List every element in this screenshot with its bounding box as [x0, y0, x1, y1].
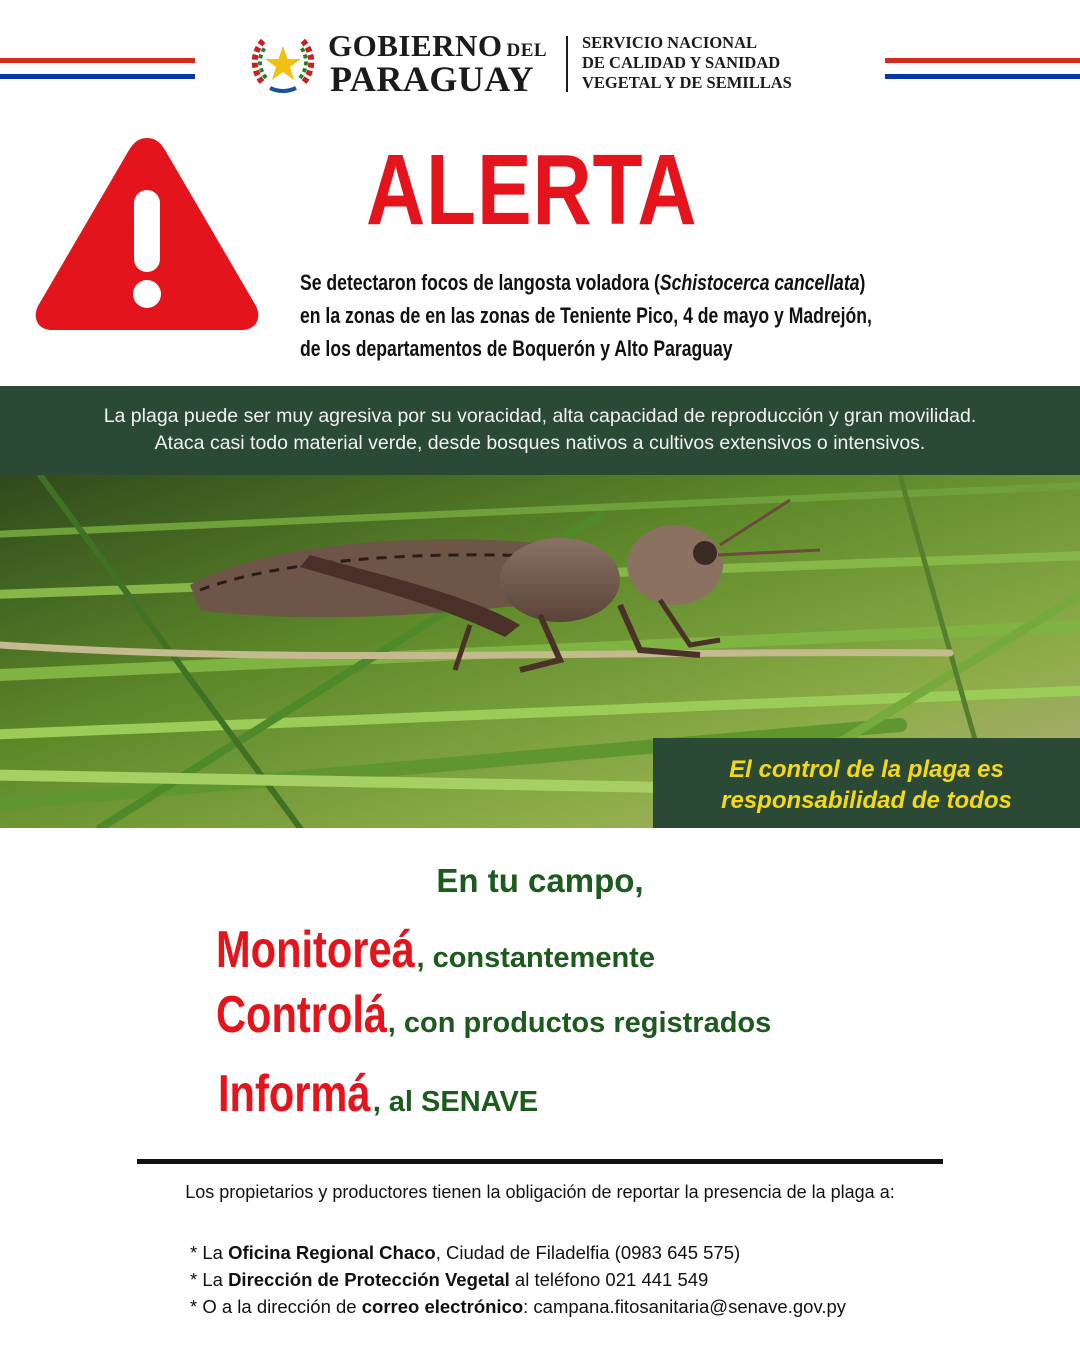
action-verb: Informá: [218, 1065, 371, 1123]
actions-intro: En tu campo,: [436, 862, 644, 899]
gobierno-title-line1: GOBIERNO DEL: [328, 28, 548, 63]
warning-triangle-icon: [32, 132, 262, 332]
action-rest: , al SENAVE: [372, 1086, 539, 1118]
flag-stripes-left: [0, 58, 195, 84]
alert-line-2: en la zonas de en las zonas de Teniente Pico, 4 de mayo y Madrejón,: [300, 303, 872, 328]
contact-item: * O a la dirección de correo electrónico: campana.fitosanitaria@senave.gov.py: [190, 1296, 846, 1317]
obligation-text: Los propietarios y productores tienen la obligación de reportar la presencia de la plaga a:: [185, 1182, 895, 1202]
info-band-line-2: Ataca casi todo material verde, desde bosques nativos a cultivos extensivos o intensivos.: [154, 432, 926, 454]
species-name: Schistocerca cancellata: [659, 270, 860, 295]
action-verb: Controlá: [216, 986, 388, 1044]
senave-line: VEGETAL Y DE SEMILLAS: [582, 73, 792, 92]
alert-line-1: Se detectaron focos de langosta voladora (Schistocerca cancellata): [300, 270, 866, 295]
gobierno-del: DEL: [506, 40, 548, 61]
action-inform: [218, 1064, 538, 1124]
header-divider: [566, 36, 568, 92]
flag-stripes-right: [885, 58, 1080, 84]
alert-title: ALERTA: [366, 134, 698, 246]
alert-description: [300, 266, 1036, 365]
contact-item: * La Dirección de Protección Vegetal al teléfono 021 441 549: [190, 1269, 709, 1290]
callout-line-2: responsabilidad de todos: [721, 787, 1012, 814]
footer-divider: [137, 1159, 943, 1164]
action-rest: , constantemente: [416, 942, 655, 974]
action-rest: , con productos registrados: [387, 1007, 772, 1039]
info-band-text: [0, 403, 1080, 457]
senave-name: [582, 33, 792, 93]
gobierno-title-line2: PARAGUAY: [330, 59, 535, 99]
callout-line-1: El control de la plaga es: [729, 756, 1004, 783]
action-control: [216, 985, 771, 1045]
contact-item: * La Oficina Regional Chaco, Ciudad de Filadelfia (0983 645 575): [190, 1242, 741, 1263]
star-laurel-emblem-icon: [248, 30, 318, 100]
info-band-line-1: La plaga puede ser muy agresiva por su voracidad, alta capacidad de reproducción y gran movilidad.: [103, 405, 977, 427]
contact-list: [190, 1239, 846, 1320]
alert-line-3: de los departamentos de Boquerón y Alto Paraguay: [300, 336, 733, 361]
action-verb: Monitoreá: [216, 921, 415, 979]
action-monitor: [216, 920, 655, 980]
senave-line: SERVICIO NACIONAL: [582, 33, 757, 52]
senave-line: DE CALIDAD Y SANIDAD: [582, 53, 781, 72]
callout-text: [653, 754, 1080, 816]
